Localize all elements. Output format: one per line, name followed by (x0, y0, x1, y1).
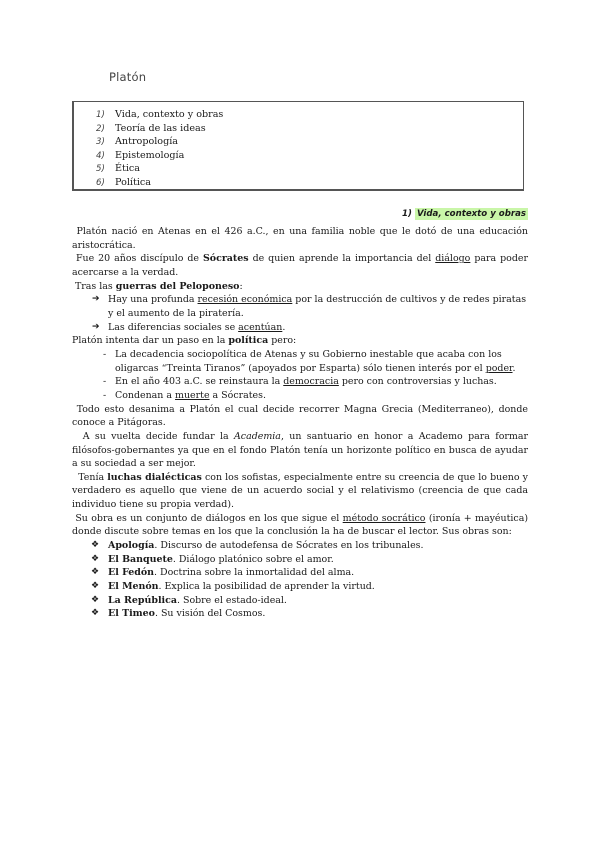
toc-item-number: 1) (96, 110, 105, 120)
dash-list-item (72, 375, 528, 389)
text-span: Platón intenta dar un paso en la (72, 335, 229, 347)
section-title-highlighted: Vida, contexto y obras (416, 209, 526, 219)
dash-icon: - (103, 389, 107, 401)
work-description: . Su visión del Cosmos. (154, 608, 266, 620)
arrow-icon: ➔ (92, 294, 100, 305)
italic-term: Academia (233, 430, 281, 442)
body-text (72, 225, 528, 621)
underlined-term: muerte (175, 389, 210, 401)
underlined-term: método socrático (342, 512, 426, 524)
bold-term: política (228, 335, 269, 347)
diamond-bullet-icon: ❖ (91, 553, 100, 564)
text-span: con los sofistas, especialmente entre su creencia de que lo bueno y verdadero es aquello que viene de un acuerdo social y el relativismo (creencia de que cada individuo tiene su propia verdad). (72, 471, 528, 511)
bold-term: guerras del Peloponeso (115, 280, 240, 292)
toc-item-label: Vida, contexto y obras (115, 109, 224, 120)
dash-list (72, 348, 528, 403)
text-span: Fue 20 años discípulo de (75, 253, 203, 265)
text-span: de quien aprende la importancia del (248, 253, 436, 265)
work-title: El Fedón (108, 567, 155, 579)
diamond-bullet-icon: ❖ (91, 581, 100, 592)
paragraph-text: Todo esto desanima a Platón el cual decide recorrer Magna Grecia (Mediterraneo), donde conoce a Pitágoras. (72, 403, 528, 429)
page-title: Platón (109, 70, 147, 84)
text-span: Tenía (78, 471, 108, 483)
work-title: El Banquete (108, 553, 173, 565)
arrow-list-item (72, 293, 528, 320)
text-span: A su vuelta decide fundar la (82, 430, 234, 442)
paragraph-text: Platón nació en Atenas en el 426 a.C., en una familia noble que le dotó de una educación aristocrática. (72, 226, 528, 251)
works-list-item (72, 594, 528, 608)
table-of-contents (72, 101, 524, 191)
work-title: Apología (108, 540, 155, 552)
text-span: : (239, 280, 243, 292)
paragraph-dialectics (72, 471, 528, 512)
works-list-item (72, 539, 528, 553)
text-span: pero con controversias y luchas. (338, 376, 497, 388)
text-span: Hay una profunda (108, 294, 198, 306)
works-list (72, 539, 528, 621)
works-list-item (72, 580, 528, 594)
diamond-bullet-icon: ❖ (91, 608, 100, 619)
dash-icon: - (103, 376, 107, 388)
work-description: . Doctrina sobre la inmortalidad del alma. (154, 567, 355, 579)
toc-item (96, 135, 523, 149)
diamond-bullet-icon: ❖ (91, 594, 100, 605)
toc-item-number: 2) (96, 123, 105, 134)
text-span: Tras las (75, 280, 116, 292)
text-span: Las diferencias sociales se (108, 321, 239, 333)
text-span: a Sócrates. (209, 389, 266, 401)
works-list-item (72, 553, 528, 567)
section-heading (402, 209, 528, 219)
toc-item-label: Teoría de las ideas (115, 122, 206, 134)
dash-icon: - (103, 348, 107, 360)
toc-item-label: Antropología (115, 136, 179, 148)
paragraph-birth (72, 225, 528, 252)
text-span: En el año 403 a.C. se reinstaura la (115, 376, 284, 388)
text-span: . (512, 362, 516, 374)
text-span: (ironía + mayéutica) donde discute sobre temas en los que la conclusión la ha de buscar el lector. Sus obras son: (72, 512, 529, 538)
text-span: , un santuario en honor a Academo para formar filósofos-gobernantes ya que en el fondo Platón tenía un horizonte político en busca de ayudar a su sociedad a ser mejor. (72, 430, 529, 470)
diamond-bullet-icon: ❖ (91, 567, 100, 578)
arrow-list-item (72, 321, 528, 335)
work-description: . Sobre el estado-ideal. (176, 594, 287, 606)
section-number: 1) (402, 209, 412, 219)
text-span: pero: (268, 335, 297, 347)
paragraph-travel (72, 403, 528, 430)
toc-item-number: 3) (96, 137, 105, 148)
toc-item-label: Ética (115, 163, 141, 175)
underlined-term: acentúan (238, 321, 283, 333)
text-span: para poder acercarse a la verdad. (72, 253, 528, 278)
toc-item-label: Epistemología (115, 149, 185, 161)
diamond-bullet-icon: ❖ (91, 540, 100, 551)
text-span: La decadencia sociopolítica de Atenas y su Gobierno inestable que acaba con los oligarcas “Treinta Tiranos” (apoyados por Esparta) sólo tienen interés por el (115, 348, 502, 374)
dash-list-item (72, 348, 528, 375)
toc-item-number: 4) (96, 150, 105, 161)
work-title: La República (108, 594, 177, 606)
work-title: El Timeo (108, 608, 155, 620)
toc-item (96, 149, 523, 163)
work-description: . Discurso de autodefensa de Sócrates en los tribunales. (154, 540, 424, 552)
underlined-term: poder (485, 362, 513, 374)
text-span: . (282, 321, 286, 333)
toc-item (96, 162, 523, 176)
toc-item (96, 122, 523, 136)
paragraph-socrates (72, 252, 528, 279)
arrow-list (72, 293, 528, 334)
toc-item-number: 6) (96, 177, 105, 188)
paragraph-academia (72, 430, 528, 471)
text-span: Condenan a (115, 389, 176, 401)
paragraph-politica (72, 334, 528, 348)
work-description: . Explica la posibilidad de aprender la virtud. (158, 581, 375, 593)
works-list-item (72, 566, 528, 580)
underlined-term: diálogo (435, 253, 471, 265)
arrow-icon: ➔ (92, 321, 100, 332)
bold-term: luchas dialécticas (107, 471, 202, 483)
works-list-item (72, 607, 528, 621)
paragraph-peloponeso (72, 280, 528, 294)
text-span: por la destrucción de cultivos y de redes piratas y el aumento de la piratería. (108, 294, 527, 319)
work-title: El Menón (108, 581, 159, 593)
underlined-term: democracia (283, 376, 339, 388)
underlined-term: recesión económica (197, 294, 293, 306)
text-span: Su obra es un conjunto de diálogos en los que sigue el (75, 512, 343, 524)
toc-item-label: Política (115, 176, 151, 188)
dash-list-item (72, 389, 528, 403)
bold-term: Sócrates (202, 253, 249, 265)
toc-item (96, 108, 523, 122)
paragraph-works-intro (72, 512, 528, 539)
toc-item-number: 5) (96, 164, 105, 175)
toc-item (96, 176, 523, 190)
work-description: . Diálogo platónico sobre el amor. (172, 553, 334, 565)
